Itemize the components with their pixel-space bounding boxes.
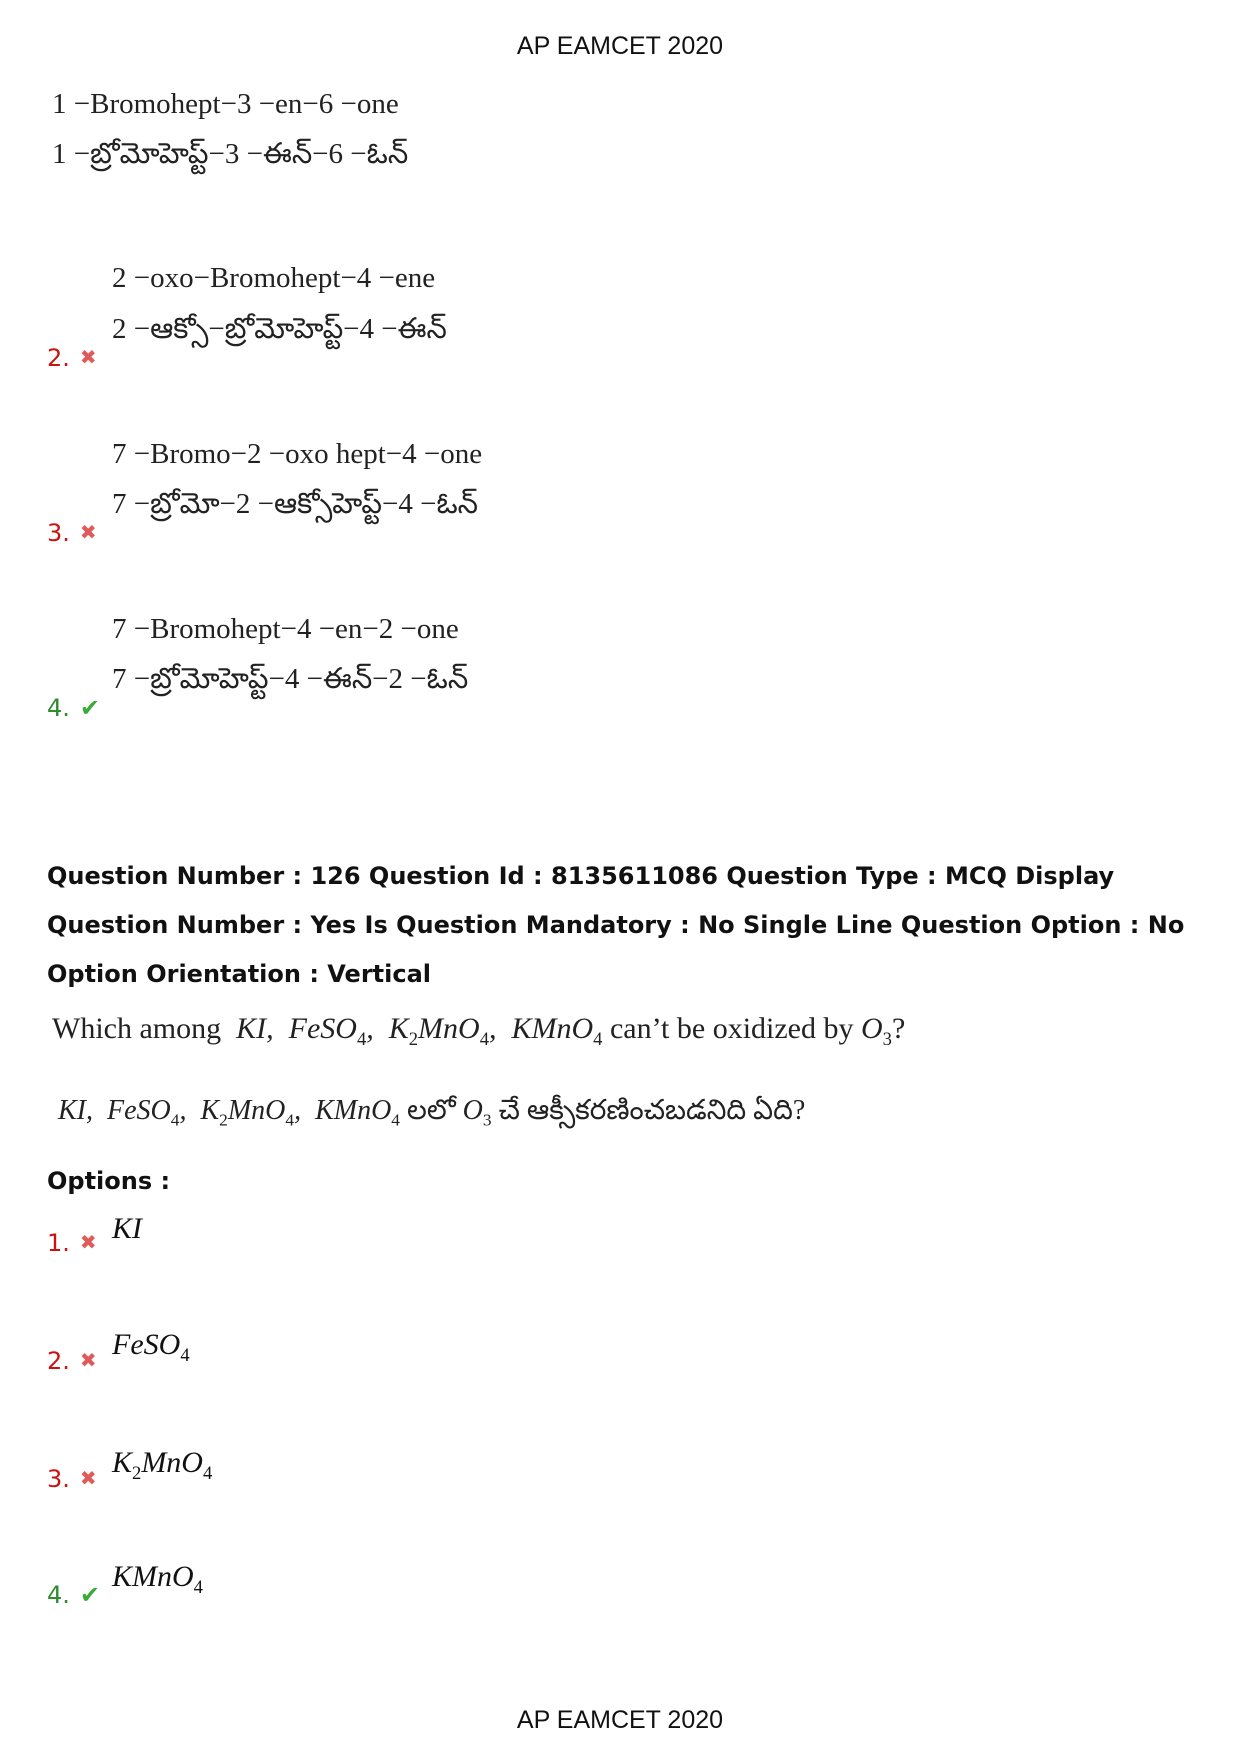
question-stem-telugu xyxy=(58,1095,805,1133)
formula-ki: KI, FeSO$_4$, $K_2MnO_4$, KMnO$_4$ xyxy=(228,1012,603,1050)
option-2-formula: FeSO$_4$ xyxy=(112,1328,190,1366)
prev-option-2-marker xyxy=(47,344,97,372)
stem-suffix: can’t be oxidized by xyxy=(609,1012,854,1045)
option-number: 3. xyxy=(47,1465,70,1493)
page-footer: AP EAMCET 2020 xyxy=(516,1706,724,1734)
prev-option-1-english: 1 −Bromohept−3 −en−6 −one xyxy=(52,88,399,120)
prev-option-4-telugu: 7 −బ్రోమోహెప్ట్−4 −ఈన్−2 −ఓన్ xyxy=(112,663,469,695)
option-number: 2. xyxy=(47,344,70,372)
formula-list: KI, FeSO$_4$, $K_2MnO_4$, KMnO$_4$ xyxy=(58,1095,400,1130)
question-metadata: Question Number : 126 Question Id : 8135611086 Question Type : MCQ Display Question Number : Yes Is Question Mandatory : No Single Line Question Option : No Option Orientation : Vertical xyxy=(47,862,1185,988)
cross-icon: ✖ xyxy=(79,345,97,369)
option-2-marker xyxy=(47,1347,97,1375)
prev-option-3-telugu: 7 −బ్రోమో−2 −ఆక్సోహెప్ట్−4 −ఓన్ xyxy=(112,488,479,520)
options-label: Options : xyxy=(47,1167,171,1195)
prev-option-3-english: 7 −Bromo−2 −oxo hept−4 −one xyxy=(112,438,483,470)
prev-option-2-telugu: 2 −ఆక్సో−బ్రోమోహెప్ట్−4 −ఈన్ xyxy=(112,313,447,345)
check-icon: ✔ xyxy=(79,694,101,722)
option-number: 4. xyxy=(47,1581,70,1609)
prev-option-4-marker xyxy=(47,694,100,722)
stem-te-suffix: చే ఆక్సీకరణించబడనిది ఏది? xyxy=(498,1095,806,1126)
stem-prefix: Which among xyxy=(52,1012,222,1045)
cross-icon: ✖ xyxy=(79,1230,97,1254)
option-4-marker xyxy=(47,1581,100,1609)
option-1-formula: KI xyxy=(112,1212,142,1245)
cross-icon: ✖ xyxy=(79,1348,97,1372)
formula-ozone: $O_3$ xyxy=(861,1012,892,1050)
prev-option-3-marker xyxy=(47,519,97,547)
option-3-marker xyxy=(47,1465,97,1493)
option-number: 4. xyxy=(47,694,70,722)
option-3-formula: $K_2MnO_4$ xyxy=(112,1446,213,1484)
stem-te-middle: లలో xyxy=(406,1095,456,1126)
question-stem-english: Which among KI, FeSO$_4$, $K_2MnO_4$, KMnO$_4$ can’t be oxidized by $O_3$? xyxy=(52,1012,906,1050)
cross-icon: ✖ xyxy=(79,1466,97,1490)
cross-icon: ✖ xyxy=(79,520,97,544)
prev-option-2-english: 2 −oxo−Bromohept−4 −ene xyxy=(112,262,436,294)
option-number: 2. xyxy=(47,1347,70,1375)
formula-ozone: $O_3$ xyxy=(462,1095,492,1130)
option-number: 1. xyxy=(47,1229,70,1257)
prev-option-4-english: 7 −Bromohept−4 −en−2 −one xyxy=(112,613,459,645)
check-icon: ✔ xyxy=(79,1581,101,1609)
page-header: AP EAMCET 2020 xyxy=(516,32,724,60)
option-number: 3. xyxy=(47,519,70,547)
option-4-formula: KMnO$_4$ xyxy=(112,1560,203,1598)
prev-option-1-telugu: 1 −బ్రోమోహెప్ట్−3 −ఈన్−6 −ఓన్ xyxy=(52,138,409,170)
option-1-marker xyxy=(47,1229,97,1257)
